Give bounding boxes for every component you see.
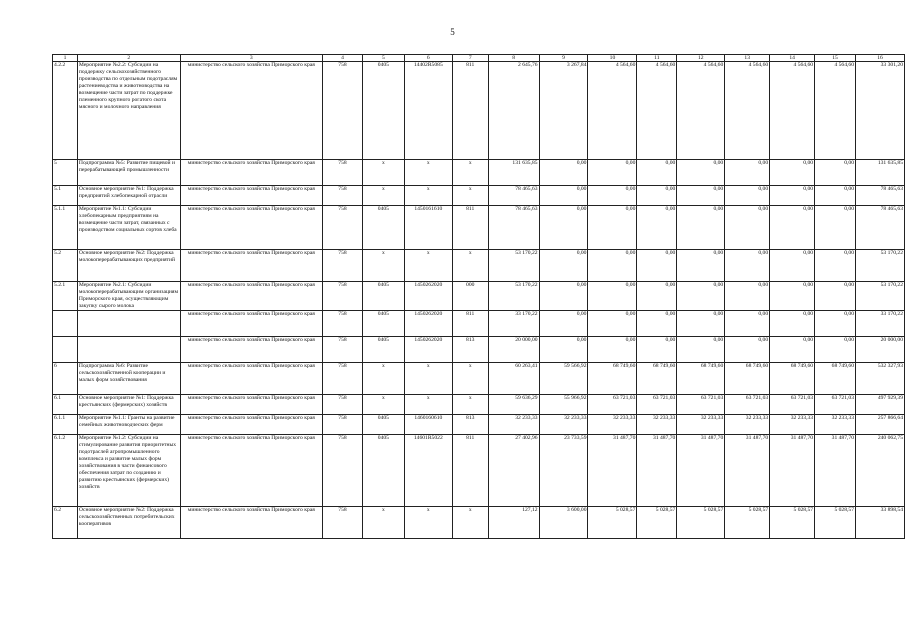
amount-cell: 63 721,03 <box>677 395 725 415</box>
amount-cell: 0,00 <box>588 282 637 311</box>
amount-cell: 0,00 <box>637 311 677 337</box>
amount-cell: 63 721,03 <box>725 395 770 415</box>
measure-name-cell: Основное мероприятие №2: Поддержка молокоперерабатывающих предприятий <box>77 250 180 282</box>
code-cell: 813 <box>452 337 488 363</box>
amount-cell: 0,00 <box>815 282 856 311</box>
amount-cell: 31 487,70 <box>637 435 677 507</box>
table-row <box>53 250 905 282</box>
amount-cell: 0,00 <box>637 186 677 206</box>
table-row <box>53 395 905 415</box>
measure-name-cell: Мероприятие №1.2: Субсидии на стимулирование развития приоритетных подотраслей агропромышленного комплекса и развитие малых форм хозяйствования в части финансового обеспечения затрат по созданию и развитию крестьянских (фермерских) хозяйств <box>77 435 180 507</box>
table-row <box>53 206 905 250</box>
header-cell: 4 <box>323 55 363 62</box>
row-number-cell: 5.2 <box>53 250 78 282</box>
header-cell: 12 <box>677 55 725 62</box>
amount-cell: 0,00 <box>588 337 637 363</box>
amount-cell: 5 028,57 <box>677 507 725 539</box>
amount-cell: 63 721,03 <box>770 395 815 415</box>
amount-cell: 32 233,33 <box>488 415 539 435</box>
total-cell: 532 327,93 <box>856 363 905 395</box>
executor-cell: министерство сельского хозяйства Приморского края <box>180 282 322 311</box>
header-cell: 13 <box>725 55 770 62</box>
table-row <box>53 435 905 507</box>
code-cell: 14601R5022 <box>404 435 452 507</box>
total-cell: 53 170,22 <box>856 250 905 282</box>
amount-cell: 0,00 <box>677 250 725 282</box>
code-cell: x <box>452 250 488 282</box>
header-cell: 2 <box>77 55 180 62</box>
code-cell: 811 <box>452 435 488 507</box>
amount-cell: 0,00 <box>770 282 815 311</box>
amount-cell: 0,00 <box>677 311 725 337</box>
amount-cell: 5 028,57 <box>815 507 856 539</box>
code-cell: 14402R5085 <box>404 62 452 160</box>
code-cell: 758 <box>323 337 363 363</box>
amount-cell: 0,00 <box>637 250 677 282</box>
header-cell: 10 <box>588 55 637 62</box>
amount-cell: 0,00 <box>588 186 637 206</box>
budget-table <box>52 54 905 539</box>
amount-cell: 68 749,60 <box>637 363 677 395</box>
total-cell: 33 301,20 <box>856 62 905 160</box>
executor-cell: министерство сельского хозяйства Приморского края <box>180 507 322 539</box>
amount-cell: 3 267,84 <box>539 62 588 160</box>
table-row <box>53 160 905 186</box>
header-row <box>53 55 905 62</box>
measure-name-cell: Основное мероприятие №2: Поддержка сельскохозяйственных потребительских кооперативов <box>77 507 180 539</box>
header-cell: 3 <box>180 55 322 62</box>
total-cell: 20 000,00 <box>856 337 905 363</box>
amount-cell: 0,00 <box>770 250 815 282</box>
code-cell: 758 <box>323 186 363 206</box>
row-number-cell <box>53 337 78 363</box>
amount-cell: 0,00 <box>725 311 770 337</box>
amount-cell: 53 170,22 <box>488 282 539 311</box>
amount-cell: 0,00 <box>725 186 770 206</box>
code-cell: 000 <box>452 282 488 311</box>
amount-cell: 0,00 <box>725 282 770 311</box>
row-number-cell: 5.2.1 <box>53 282 78 311</box>
amount-cell: 0,00 <box>588 206 637 250</box>
row-number-cell: 5.1 <box>53 186 78 206</box>
header-cell: 7 <box>452 55 488 62</box>
header-cell: 5 <box>362 55 404 62</box>
row-number-cell <box>53 311 78 337</box>
measure-name-cell: Мероприятие №1.1: Субсидии хлебопекарным предприятиям на возмещение части затрат, связанных с производством социальных сортов хлеба <box>77 206 180 250</box>
executor-cell: министерство сельского хозяйства Приморского края <box>180 337 322 363</box>
amount-cell: 0,00 <box>770 206 815 250</box>
code-cell: 811 <box>452 206 488 250</box>
row-number-cell: 5.1.1 <box>53 206 78 250</box>
amount-cell: 5 028,57 <box>770 507 815 539</box>
amount-cell: 27 402,96 <box>488 435 539 507</box>
code-cell: 0405 <box>362 435 404 507</box>
amount-cell: 68 749,60 <box>677 363 725 395</box>
code-cell: x <box>404 250 452 282</box>
table-row <box>53 62 905 160</box>
total-cell: 497 929,39 <box>856 395 905 415</box>
code-cell: 0405 <box>362 206 404 250</box>
amount-cell: 0,00 <box>770 311 815 337</box>
amount-cell: 0,00 <box>770 160 815 186</box>
code-cell: x <box>362 250 404 282</box>
header-cell: 9 <box>539 55 588 62</box>
amount-cell: 63 721,03 <box>637 395 677 415</box>
total-cell: 53 170,22 <box>856 282 905 311</box>
code-cell: x <box>362 507 404 539</box>
amount-cell: 59 636,29 <box>488 395 539 415</box>
amount-cell: 3 600,00 <box>539 507 588 539</box>
amount-cell: 4 564,60 <box>637 62 677 160</box>
amount-cell: 63 721,03 <box>815 395 856 415</box>
executor-cell: министерство сельского хозяйства Приморского края <box>180 311 322 337</box>
amount-cell: 31 487,70 <box>815 435 856 507</box>
amount-cell: 0,00 <box>588 160 637 186</box>
amount-cell: 0,00 <box>725 206 770 250</box>
measure-name-cell <box>77 337 180 363</box>
amount-cell: 0,00 <box>539 160 588 186</box>
code-cell: x <box>362 363 404 395</box>
amount-cell: 31 487,70 <box>770 435 815 507</box>
amount-cell: 33 170,22 <box>488 311 539 337</box>
amount-cell: 23 733,59 <box>539 435 588 507</box>
amount-cell: 5 028,57 <box>588 507 637 539</box>
code-cell: 811 <box>452 62 488 160</box>
code-cell: 758 <box>323 363 363 395</box>
amount-cell: 0,00 <box>770 337 815 363</box>
amount-cell: 0,00 <box>815 311 856 337</box>
measure-name-cell: Подпрограмма №6: Развитие сельскохозяйственной кооперации и малых форм хозяйствования <box>77 363 180 395</box>
amount-cell: 31 487,70 <box>677 435 725 507</box>
amount-cell: 32 233,33 <box>725 415 770 435</box>
code-cell: 1460160610 <box>404 415 452 435</box>
amount-cell: 0,00 <box>725 337 770 363</box>
measure-name-cell: Мероприятие №1.1: Гранты на развитие семейных животноводческих ферм <box>77 415 180 435</box>
amount-cell: 0,00 <box>539 337 588 363</box>
table-row <box>53 186 905 206</box>
total-cell: 131 635,85 <box>856 160 905 186</box>
code-cell: 1450161610 <box>404 206 452 250</box>
code-cell: x <box>404 363 452 395</box>
amount-cell: 131 635,85 <box>488 160 539 186</box>
executor-cell: министерство сельского хозяйства Приморского края <box>180 363 322 395</box>
code-cell: 758 <box>323 507 363 539</box>
executor-cell: министерство сельского хозяйства Приморского края <box>180 250 322 282</box>
header-cell: 8 <box>488 55 539 62</box>
amount-cell: 59 566,92 <box>539 363 588 395</box>
amount-cell: 0,00 <box>637 160 677 186</box>
row-number-cell: 6 <box>53 363 78 395</box>
amount-cell: 78 465,63 <box>488 206 539 250</box>
header-cell: 14 <box>770 55 815 62</box>
code-cell: x <box>362 395 404 415</box>
amount-cell: 31 487,70 <box>725 435 770 507</box>
measure-name-cell <box>77 311 180 337</box>
total-cell: 257 866,64 <box>856 415 905 435</box>
code-cell: 0405 <box>362 311 404 337</box>
amount-cell: 4 564,60 <box>677 62 725 160</box>
amount-cell: 0,00 <box>677 282 725 311</box>
measure-name-cell: Подпрограмма №5: Развитие пищевой и перерабатывающей промышленности <box>77 160 180 186</box>
code-cell: x <box>404 160 452 186</box>
code-cell: 0405 <box>362 282 404 311</box>
total-cell: 33 898,54 <box>856 507 905 539</box>
total-cell: 78 465,63 <box>856 186 905 206</box>
amount-cell: 0,00 <box>770 186 815 206</box>
amount-cell: 32 233,33 <box>677 415 725 435</box>
code-cell: x <box>404 186 452 206</box>
row-number-cell: 4.2.2 <box>53 62 78 160</box>
code-cell: 758 <box>323 311 363 337</box>
table-row <box>53 415 905 435</box>
amount-cell: 0,00 <box>539 311 588 337</box>
header-cell: 15 <box>815 55 856 62</box>
code-cell: 0405 <box>362 337 404 363</box>
total-cell: 33 170,22 <box>856 311 905 337</box>
amount-cell: 63 721,03 <box>588 395 637 415</box>
header-cell: 16 <box>856 55 905 62</box>
code-cell: 758 <box>323 250 363 282</box>
measure-name-cell: Мероприятие №2.1: Субсидии молокоперерабатывающим организациям Приморского края, осуществляющим закупку сырого молока <box>77 282 180 311</box>
code-cell: x <box>452 160 488 186</box>
code-cell: x <box>452 363 488 395</box>
amount-cell: 55 966,92 <box>539 395 588 415</box>
code-cell: 0405 <box>362 415 404 435</box>
code-cell: 0405 <box>362 62 404 160</box>
table-row <box>53 311 905 337</box>
code-cell: x <box>452 395 488 415</box>
amount-cell: 68 749,60 <box>770 363 815 395</box>
amount-cell: 32 233,33 <box>539 415 588 435</box>
table-row <box>53 282 905 311</box>
amount-cell: 5 028,57 <box>637 507 677 539</box>
amount-cell: 0,00 <box>815 160 856 186</box>
amount-cell: 53 170,22 <box>488 250 539 282</box>
page-number: 5 <box>450 27 455 37</box>
amount-cell: 4 564,60 <box>815 62 856 160</box>
measure-name-cell: Основное мероприятие №1: Поддержка предприятий хлебопекарной отрасли <box>77 186 180 206</box>
amount-cell: 68 749,60 <box>815 363 856 395</box>
executor-cell: министерство сельского хозяйства Приморского края <box>180 435 322 507</box>
amount-cell: 0,00 <box>637 206 677 250</box>
row-number-cell: 5 <box>53 160 78 186</box>
header-cell: 11 <box>637 55 677 62</box>
amount-cell: 32 233,33 <box>815 415 856 435</box>
amount-cell: 0,00 <box>815 186 856 206</box>
amount-cell: 0,00 <box>588 250 637 282</box>
amount-cell: 0,00 <box>677 160 725 186</box>
amount-cell: 4 564,60 <box>725 62 770 160</box>
row-number-cell: 6.2 <box>53 507 78 539</box>
amount-cell: 32 233,33 <box>770 415 815 435</box>
amount-cell: 60 263,41 <box>488 363 539 395</box>
executor-cell: министерство сельского хозяйства Приморского края <box>180 395 322 415</box>
code-cell: 758 <box>323 160 363 186</box>
code-cell: 1450262020 <box>404 311 452 337</box>
amount-cell: 2 645,76 <box>488 62 539 160</box>
amount-cell: 0,00 <box>588 311 637 337</box>
table-row <box>53 337 905 363</box>
amount-cell: 4 564,60 <box>588 62 637 160</box>
measure-name-cell: Мероприятие №2.2: Субсидии на поддержку сельскохозяйственного производства по отдельным подотраслям растениеводства и животноводства на возмещение части затрат по поддержке племенного крупного рогатого скота мясного и молочного направления <box>77 62 180 160</box>
amount-cell: 0,00 <box>725 160 770 186</box>
amount-cell: 0,00 <box>725 250 770 282</box>
amount-cell: 0,00 <box>677 186 725 206</box>
code-cell: x <box>362 186 404 206</box>
code-cell: 758 <box>323 206 363 250</box>
executor-cell: министерство сельского хозяйства Приморского края <box>180 160 322 186</box>
code-cell: x <box>404 395 452 415</box>
amount-cell: 0,00 <box>539 186 588 206</box>
code-cell: x <box>452 507 488 539</box>
measure-name-cell: Основное мероприятие №1: Поддержка крестьянских (фермерских) хозяйств <box>77 395 180 415</box>
amount-cell: 127,12 <box>488 507 539 539</box>
amount-cell: 68 749,60 <box>725 363 770 395</box>
row-number-cell: 6.1.1 <box>53 415 78 435</box>
amount-cell: 0,00 <box>637 337 677 363</box>
code-cell: 813 <box>452 415 488 435</box>
row-number-cell: 6.1.2 <box>53 435 78 507</box>
code-cell: 758 <box>323 62 363 160</box>
executor-cell: министерство сельского хозяйства Приморского края <box>180 206 322 250</box>
amount-cell: 0,00 <box>539 250 588 282</box>
code-cell: 758 <box>323 435 363 507</box>
amount-cell: 0,00 <box>677 206 725 250</box>
code-cell: x <box>452 186 488 206</box>
amount-cell: 0,00 <box>539 282 588 311</box>
amount-cell: 4 564,60 <box>770 62 815 160</box>
code-cell: 1450262020 <box>404 282 452 311</box>
amount-cell: 0,00 <box>539 206 588 250</box>
amount-cell: 0,00 <box>815 250 856 282</box>
amount-cell: 32 233,33 <box>588 415 637 435</box>
code-cell: 758 <box>323 282 363 311</box>
amount-cell: 78 465,63 <box>488 186 539 206</box>
code-cell: 758 <box>323 415 363 435</box>
table-row <box>53 507 905 539</box>
table-row <box>53 363 905 395</box>
amount-cell: 31 487,70 <box>588 435 637 507</box>
total-cell: 78 465,63 <box>856 206 905 250</box>
executor-cell: министерство сельского хозяйства Приморского края <box>180 186 322 206</box>
row-number-cell: 6.1 <box>53 395 78 415</box>
executor-cell: министерство сельского хозяйства Приморского края <box>180 62 322 160</box>
amount-cell: 32 233,33 <box>637 415 677 435</box>
code-cell: x <box>404 507 452 539</box>
code-cell: 758 <box>323 395 363 415</box>
total-cell: 240 062,75 <box>856 435 905 507</box>
amount-cell: 5 028,57 <box>725 507 770 539</box>
amount-cell: 0,00 <box>637 282 677 311</box>
amount-cell: 68 749,60 <box>588 363 637 395</box>
code-cell: 1450262020 <box>404 337 452 363</box>
amount-cell: 0,00 <box>815 206 856 250</box>
code-cell: x <box>362 160 404 186</box>
amount-cell: 20 000,00 <box>488 337 539 363</box>
header-cell: 6 <box>404 55 452 62</box>
amount-cell: 0,00 <box>815 337 856 363</box>
executor-cell: министерство сельского хозяйства Приморского края <box>180 415 322 435</box>
code-cell: 811 <box>452 311 488 337</box>
amount-cell: 0,00 <box>677 337 725 363</box>
header-cell: 1 <box>53 55 78 62</box>
